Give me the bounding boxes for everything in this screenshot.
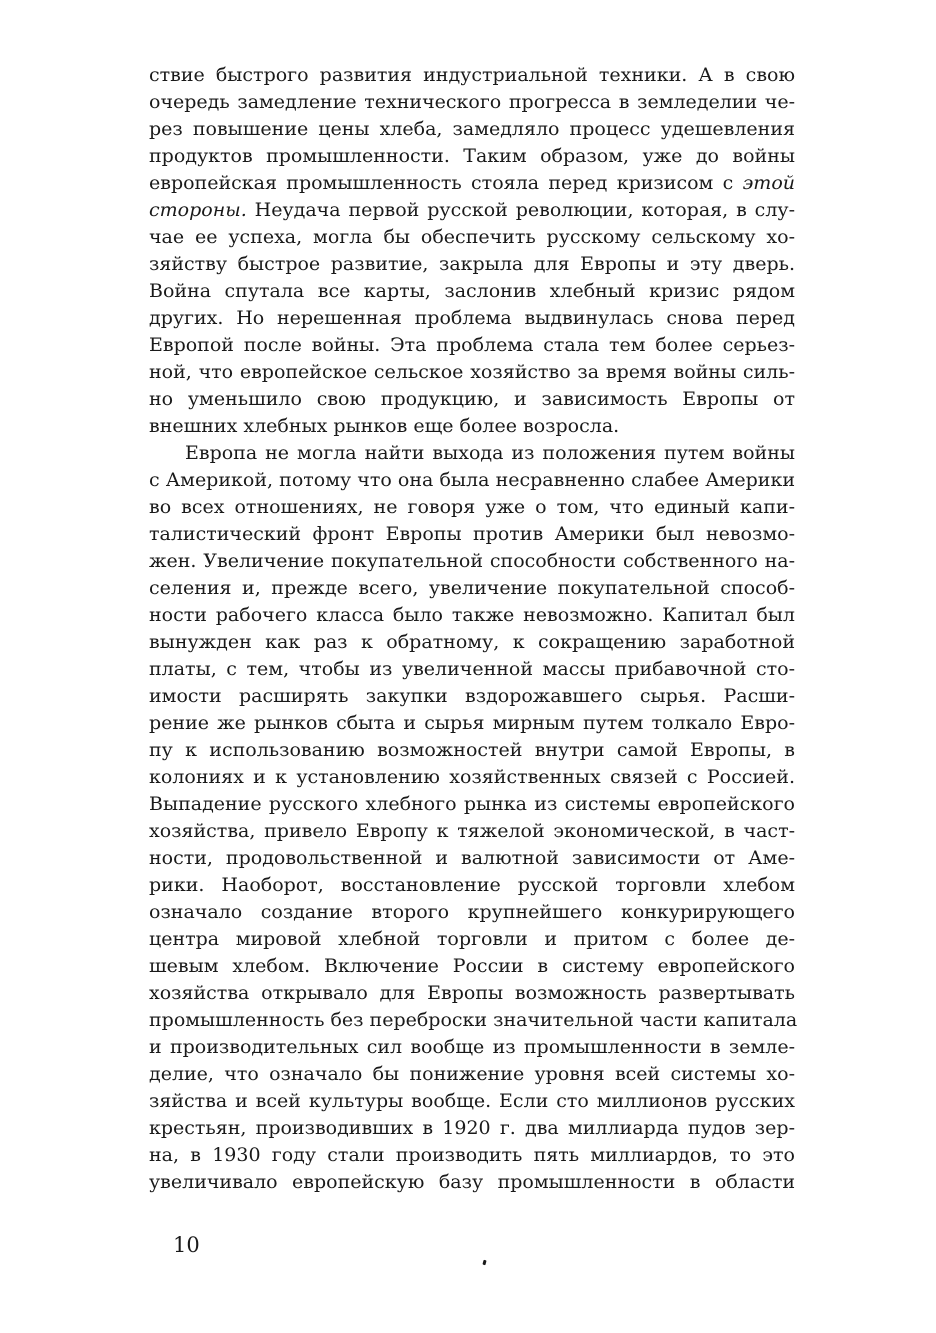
text-line: но уменьшило свою продукцию, и зависимость Европы от: [149, 388, 795, 410]
text-line: талистический фронт Европы против Америки был невозмо-: [149, 523, 795, 545]
text-line: ной, что европейское сельское хозяйство за время войны силь-: [149, 361, 795, 383]
text-line: [149, 197, 795, 224]
text-line: промышленность без переброски значительной части капитала: [149, 1009, 798, 1031]
text-line: хозяйства, привело Европу к тяжелой экономической, в част-: [149, 820, 795, 842]
text-line: пу к использованию возможностей внутри самой Европы, в: [149, 739, 795, 761]
text-line: платы, с тем, чтобы из увеличенной массы прибавочной сто-: [149, 658, 795, 680]
text-line: во всех отношениях, не говоря уже о том, что единый капи-: [149, 496, 795, 518]
text-line: имости расширять закупки вздорожавшего сырья. Расши-: [149, 685, 795, 707]
text-line: зяйству быстрое развитие, закрыла для Европы и эту дверь.: [149, 253, 795, 275]
text-line: хозяйства открывало для Европы возможность развертывать: [149, 982, 795, 1004]
text-line: продуктов промышленности. Таким образом, уже до войны: [149, 145, 795, 167]
text-line: крестьян, производивших в 1920 г. два миллиарда пудов зер-: [149, 1117, 795, 1139]
text-line: с Америкой, потому что она была несравненно слабее Америки: [149, 469, 795, 491]
text-segment: Неудача первой русской революции, которая, в слу-: [246, 199, 795, 221]
paragraph-2: [149, 440, 798, 1196]
text-line: и производительных сил вообще из промышленности в земле-: [149, 1036, 795, 1058]
text-line: рики. Наоборот, восстановление русской торговли хлебом: [149, 874, 795, 896]
text-line: зяйства и всей культуры вообще. Если сто миллионов русских: [149, 1090, 795, 1112]
text-line: жен. Увеличение покупательной способности собственного на-: [149, 550, 795, 572]
text-line: вынужден как раз к обратному, к сокращению заработной: [149, 631, 795, 653]
body-text: [149, 62, 798, 1196]
text-line: рез повышение цены хлеба, замедляло процесс удешевления: [149, 118, 795, 140]
page-number: 10: [173, 1233, 200, 1257]
text-line: Выпадение русского хлебного рынка из системы европейского: [149, 793, 795, 815]
text-line: других. Но нерешенная проблема выдвинулась снова перед: [149, 307, 795, 329]
text-line: ности рабочего класса было также невозможно. Капитал был: [149, 604, 795, 626]
text-line: рение же рынков сбыта и сырья мирным путем толкало Евро-: [149, 712, 795, 734]
text-line: на, в 1930 году стали производить пять миллиардов, то это: [149, 1144, 795, 1166]
text-line: делие, что означало бы понижение уровня всей системы хо-: [149, 1063, 795, 1085]
text-line: Война спутала все карты, заслонив хлебный кризис рядом: [149, 280, 795, 302]
text-line: внешних хлебных рынков еще более возросла.: [149, 415, 620, 437]
text-line: очередь замедление технического прогресса в земледелии че-: [149, 91, 795, 113]
text-line: [149, 170, 795, 197]
text-line: колониях и к установлению хозяйственных связей с Россией.: [149, 766, 795, 788]
text-line: Европа не могла найти выхода из положения путем войны: [185, 442, 795, 464]
text-line: селения и, прежде всего, увеличение покупательной способ-: [149, 577, 795, 599]
italic-text: этой: [742, 172, 795, 194]
paragraph-1: [149, 62, 795, 440]
italic-text: стороны.: [149, 199, 247, 221]
text-line: ствие быстрого развития индустриальной техники. А в свою: [149, 64, 795, 86]
text-line: ности, продовольственной и валютной зависимости от Аме-: [149, 847, 795, 869]
text-line: увеличивало европейскую базу промышленности в области: [149, 1171, 795, 1193]
text-line: Европой после войны. Эта проблема стала тем более серьез-: [149, 334, 795, 356]
text-segment: европейская промышленность стояла перед кризисом с: [149, 172, 743, 194]
text-line: центра мировой хлебной торговли и притом с более де-: [149, 928, 795, 950]
ink-speck: [482, 1260, 486, 1266]
text-line: шевым хлебом. Включение России в систему европейского: [149, 955, 795, 977]
text-line: означало создание второго крупнейшего конкурирующего: [149, 901, 795, 923]
text-line: чае ее успеха, могла бы обеспечить русскому сельскому хо-: [149, 226, 795, 248]
